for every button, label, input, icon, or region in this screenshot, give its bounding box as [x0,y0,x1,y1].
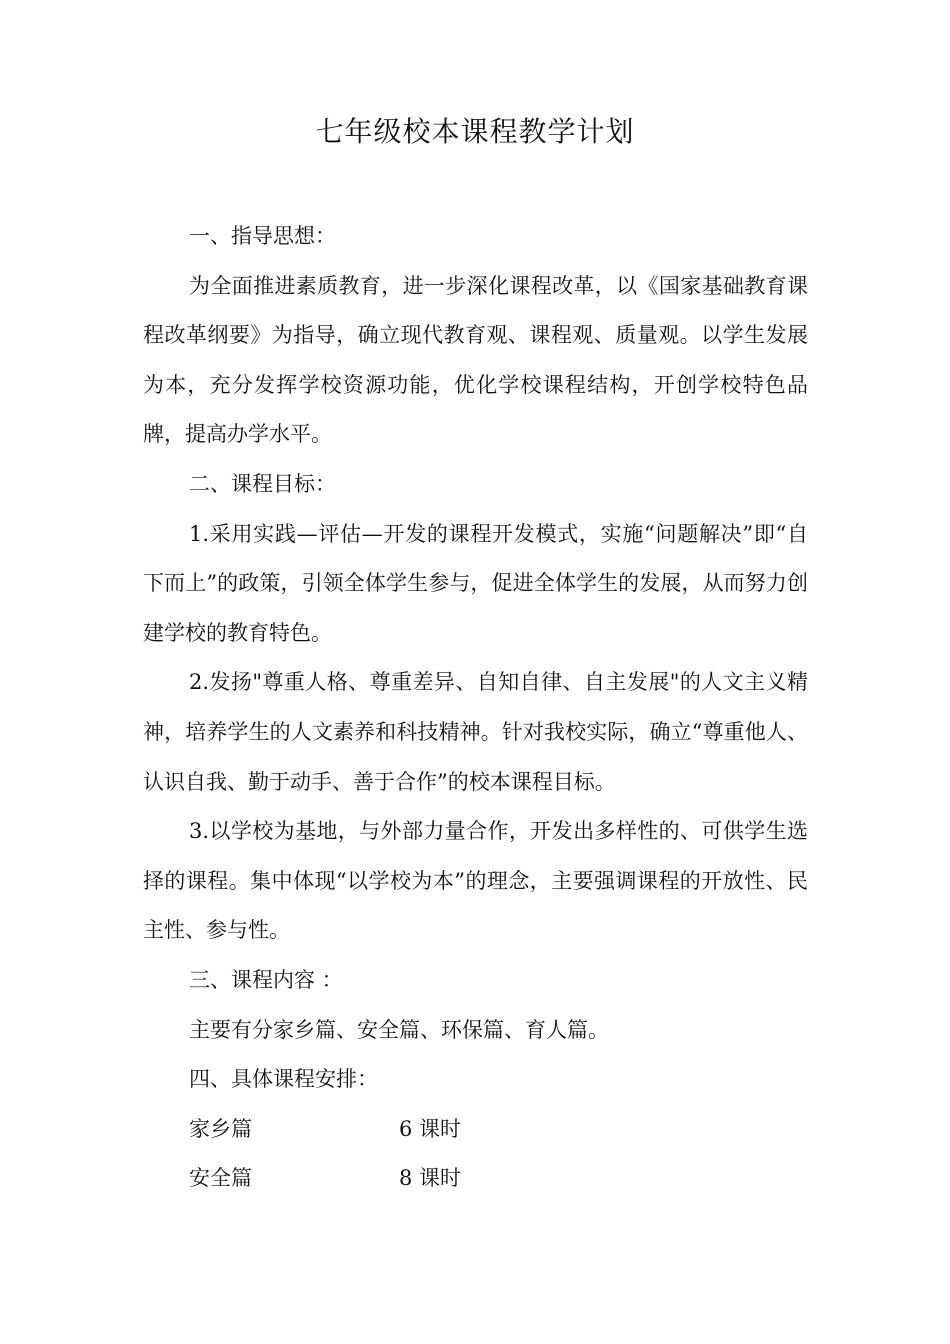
document-body [143,212,808,1204]
schedule-course-hours: 8 课时 [399,1166,462,1191]
paragraph: 3.以学校为基地，与外部力量合作，开发出多样性的、可供学生选择的课程。集中体现“以学校为本”的理念，主要强调课程的开放性、民主性、参与性。 [143,819,808,943]
section-heading: 一、指导思想： [189,224,336,248]
paragraph: 为全面推进素质教育，进一步深化课程改革，以《国家基础教育课程改革纲要》为指导，确立现代教育观、课程观、质量观。以学生发展为本，充分发挥学校资源功能，优化学校课程结构，开创学校特色品牌，提高办学水平。 [143,273,808,447]
schedule-course-name: 安全篇 [189,1166,252,1191]
schedule-row [143,1154,808,1204]
section-heading: 四、具体课程安排： [189,1067,378,1092]
schedule-row [143,1105,808,1155]
document-title: 七年级校本课程教学计划 [315,115,635,148]
section-heading: 二、课程目标： [189,471,336,496]
section-heading: 三、课程内容 ： [189,967,343,992]
schedule-course-name: 家乡篇 [189,1116,252,1141]
schedule-course-hours: 6 课时 [399,1116,462,1141]
paragraph: 主要有分家乡篇、安全篇、环保篇、育人篇。 [189,1017,609,1042]
paragraph: 1.采用实践—评估—开发的课程开发模式，实施“问题解决”即“自下而上”的政策，引领全体学生参与，促进全体学生的发展，从而努力创建学校的教育特色。 [143,521,808,645]
paragraph: 2.发扬"尊重人格、尊重差异、自知自律、自主发展"的人文主义精神，培养学生的人文素养和科技精神。针对我校实际，确立“尊重他人、认识自我、勤于动手、善于合作”的校本课程目标。 [143,670,808,794]
